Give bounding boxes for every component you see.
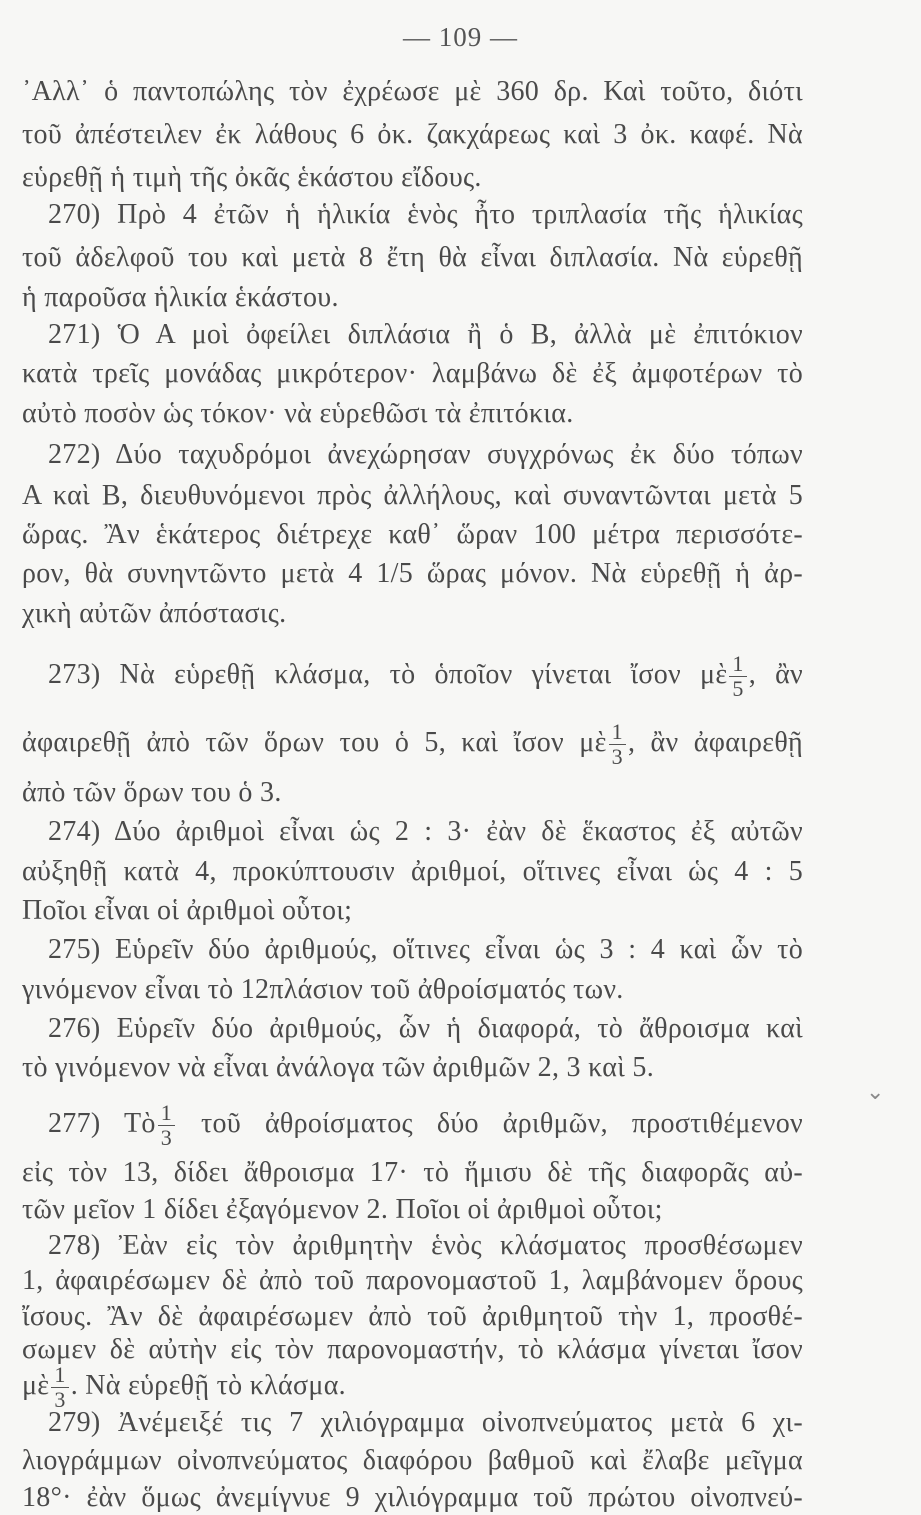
fraction [729, 652, 746, 701]
text-line: 272) Δύο ταχυδρόμοι ἀνεχώρησαν συγχρόνως ἐκ δύο τόπων [48, 439, 803, 470]
fraction [51, 1363, 68, 1412]
equation-text: ἀφαιρεθῇ ἀπὸ τῶν ὅρων του ὁ 5, καὶ ἴσον μὲ [22, 727, 607, 758]
text-line: γινόμενον εἶναι τὸ 12πλάσιον τοῦ ἀθροίσματός των. [22, 974, 624, 1005]
fraction-numerator: 1 [729, 652, 746, 677]
equation-text: 273) Νὰ εὑρεθῇ κλάσμα, τὸ ὁποῖον γίνεται ἴσον μὲ [48, 659, 728, 690]
text-line: λιογράμμων οἰνοπνεύματος διαφόρου βαθμοῦ καὶ ἔλαβε μεῖγμα [22, 1445, 803, 1476]
text-line: ἡ παροῦσα ἡλικία ἑκάστου. [22, 282, 339, 313]
text-line: τοῦ ἀπέστειλεν ἐκ λάθους 6 ὀκ. ζακχάρεως καὶ 3 ὀκ. καφέ. Νὰ [22, 119, 803, 150]
text-line: ρον, θὰ συνηντῶντο μετὰ 4 1/5 ὥρας μόνον. Νὰ εὑρεθῇ ἡ ἀρ- [22, 558, 803, 589]
text-line: 279) Ἀνέμειξέ τις 7 χιλιόγραμμα οἰνοπνεύματος μετὰ 6 χι- [48, 1407, 803, 1438]
text-line: ἴσους. Ἂν δὲ ἀφαιρέσωμεν ἀπὸ τοῦ ἀριθμητοῦ τὴν 1, προσθέ- [22, 1301, 803, 1332]
text-line: Α καὶ Β, διευθυνόμενοι πρὸς ἀλλήλους, καὶ συναντῶνται μετὰ 5 [22, 480, 803, 511]
fraction [609, 720, 626, 769]
text-line: 271) Ὁ Α μοὶ ὀφείλει διπλάσια ἢ ὁ Β, ἀλλὰ μὲ ἐπιτόκιον [48, 319, 803, 350]
equation-line [48, 645, 803, 705]
text-line: τοῦ ἀδελφοῦ του καὶ μετὰ 8 ἔτη θὰ εἶναι διπλασία. Νὰ εὑρεθῇ [22, 242, 803, 273]
fraction [158, 1101, 175, 1150]
text-line: ὥρας. Ἂν ἑκάτερος διέτρεχε καθ᾿ ὥραν 100 μέτρα περισσότε- [22, 519, 803, 550]
fraction-numerator: 1 [609, 720, 626, 745]
page-number: — 109 — [403, 22, 518, 52]
text-line: 275) Εὑρεῖν δύο ἀριθμούς, οἵτινες εἶναι ὡς 3 : 4 καὶ ὧν τὸ [48, 934, 803, 965]
text-line: εὑρεθῇ ἡ τιμὴ τῆς ὀκᾶς ἑκάστου εἴδους. [22, 162, 482, 193]
equation-text: τοῦ ἀθροίσματος δύο ἀριθμῶν, προστιθέμενον [200, 1108, 803, 1139]
fraction-denominator: 5 [732, 676, 744, 702]
text-line: εἰς τὸν 13, δίδει ἄθροισμα 17· τὸ ἥμισυ δὲ τῆς διαφορᾶς αὐ- [22, 1157, 803, 1188]
fraction-denominator: 3 [611, 744, 623, 770]
equation-text: , ἂν [748, 659, 803, 690]
equation-text: μὲ [22, 1370, 50, 1401]
text-line: Ποῖοι εἶναι οἱ ἀριθμοὶ οὗτοι; [22, 895, 353, 926]
text-line: τῶν μεῖον 1 δίδει ἐξαγόμενον 2. Ποῖοι οἱ ἀριθμοὶ οὗτοι; [22, 1194, 663, 1225]
equation-text: . Νὰ εὑρεθῇ τὸ κλάσμα. [70, 1370, 346, 1401]
text-line: 278) Ἐὰν εἰς τὸν ἀριθμητὴν ἑνὸς κλάσματος προσθέσωμεν [48, 1230, 803, 1261]
text-line: χικὴ αὐτῶν ἀπόστασις. [22, 598, 287, 629]
text-line: αὐτὸ ποσὸν ὡς τόκον· νὰ εὑρεθῶσι τὰ ἐπιτόκια. [22, 398, 574, 429]
stray-mark: ⌄ [866, 1079, 885, 1104]
text-line: 274) Δύο ἀριθμοὶ εἶναι ὡς 2 : 3· ἐὰν δὲ ἕκαστος ἐξ αὐτῶν [48, 816, 803, 847]
fraction-denominator: 3 [160, 1125, 172, 1151]
equation-line [48, 1096, 803, 1152]
equation-line [22, 1362, 346, 1413]
fraction-denominator: 3 [54, 1387, 66, 1413]
text-line: κατὰ τρεῖς μονάδας μικρότερον· λαμβάνω δὲ ἐξ ἀμφοτέρων τὸ [22, 358, 803, 389]
text-line: ᾿Αλλ᾿ ὁ παντοπώλης τὸν ἐχρέωσε μὲ 360 δρ. Καὶ τοῦτο, διότι [22, 76, 803, 107]
text-line: 276) Εὑρεῖν δύο ἀριθμούς, ὧν ἡ διαφορά, τὸ ἄθροισμα καὶ [48, 1013, 803, 1044]
text-line: ἀπὸ τῶν ὅρων του ὁ 3. [22, 777, 282, 808]
text-line: 1, ἀφαιρέσωμεν δὲ ἀπὸ τοῦ παρονομαστοῦ 1, λαμβάνομεν ὅρους [22, 1265, 803, 1296]
equation-text: 277) Τὸ [48, 1108, 156, 1139]
text-line: αὐξηθῇ κατὰ 4, προκύπτουσιν ἀριθμοί, οἵτινες εἶναι ὡς 4 : 5 [22, 856, 803, 887]
equation-line [22, 713, 803, 773]
text-line: 270) Πρὸ 4 ἐτῶν ἡ ἡλικία ἑνὸς ἦτο τριπλασία τῆς ἡλικίας [48, 199, 803, 230]
fraction-numerator: 1 [51, 1363, 68, 1388]
text-line: τὸ γινόμενον νὰ εἶναι ἀνάλογα τῶν ἀριθμῶν 2, 3 καὶ 5. [22, 1052, 655, 1083]
fraction-numerator: 1 [158, 1101, 175, 1126]
equation-text: , ἂν ἀφαιρεθῇ [627, 727, 803, 758]
text-line: 18°· ἐὰν ὅμως ἀνεμίγνυε 9 χιλιόγραμμα τοῦ πρώτου οἰνοπνεύ- [22, 1482, 803, 1513]
text-line: σωμεν δὲ αὐτὴν εἰς τὸν παρονομαστήν, τὸ κλάσμα γίνεται ἴσον [22, 1334, 803, 1365]
